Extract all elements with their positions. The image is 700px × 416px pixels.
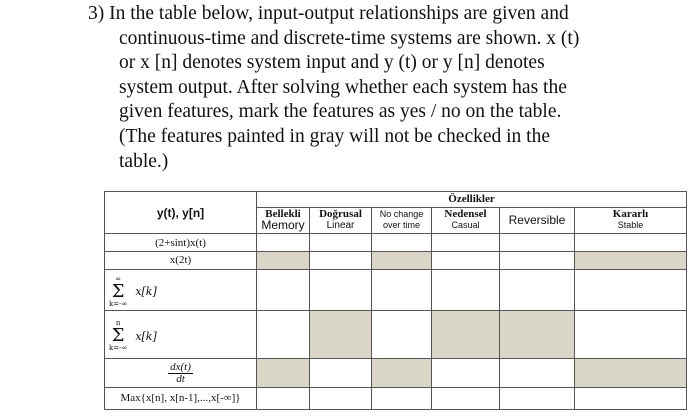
table-row [105, 252, 687, 270]
table-row [105, 358, 687, 387]
answer-cell[interactable] [500, 387, 575, 409]
answer-cell[interactable] [310, 252, 372, 270]
col-header-tr: Nedensel [444, 208, 487, 221]
question-line: (The features painted in gray will not be checked in the [119, 125, 550, 147]
features-table [104, 191, 687, 410]
col-header-en: over time [382, 220, 420, 231]
answer-cell[interactable] [500, 234, 575, 252]
question-line: 3) In the table below, input-output relationships are given and [88, 3, 569, 24]
sum-term: x[k] [135, 329, 157, 343]
derivative [168, 362, 193, 385]
answer-cell[interactable] [310, 234, 372, 252]
col-header-tr: Kararlı [612, 208, 649, 221]
col-header-en: Casual [451, 220, 480, 231]
answer-cell[interactable] [500, 358, 575, 387]
answer-cell[interactable] [575, 234, 687, 252]
system-label: (2+sint)x(t) [105, 234, 257, 252]
answer-cell[interactable] [575, 387, 687, 409]
answer-cell[interactable] [257, 269, 310, 310]
answer-cell[interactable] [575, 310, 687, 358]
answer-cell[interactable] [432, 252, 500, 270]
col-header-tr: Doğrusal [319, 208, 362, 221]
summation [109, 320, 157, 352]
col-header-en: Stable [617, 220, 644, 231]
answer-cell[interactable] [257, 387, 310, 409]
sum-term: x[k] [135, 285, 157, 299]
col-header-en: Reversible [508, 212, 566, 227]
answer-cell[interactable] [257, 310, 310, 358]
answer-cell[interactable] [257, 358, 310, 387]
answer-cell[interactable] [432, 358, 500, 387]
question-line: system output. After solving whether each system has the [119, 76, 567, 98]
col-header-stable [575, 207, 687, 234]
answer-cell[interactable] [500, 310, 575, 358]
col-header-en: Memory [261, 218, 305, 233]
summation [109, 276, 157, 308]
answer-cell[interactable] [310, 358, 372, 387]
col-header-causal [432, 207, 500, 234]
answer-cell[interactable] [432, 234, 500, 252]
answer-cell[interactable] [500, 269, 575, 310]
answer-cell[interactable] [372, 269, 432, 310]
answer-cell[interactable] [372, 310, 432, 358]
sigma-icon: Σ [111, 325, 125, 347]
answer-cell[interactable] [575, 252, 687, 270]
answer-cell[interactable] [310, 387, 372, 409]
sum-upper: n [115, 319, 121, 328]
answer-cell[interactable] [372, 387, 432, 409]
table-row [105, 387, 687, 409]
question-line: continuous-time and discrete-time systems are shown. x (t) [119, 27, 580, 49]
sum-upper: ∞ [115, 274, 122, 283]
col-header-en: Linear [326, 220, 355, 232]
question-text [88, 2, 688, 174]
answer-cell[interactable] [432, 310, 500, 358]
answer-cell[interactable] [372, 234, 432, 252]
col-header-memory [257, 207, 310, 234]
system-label [105, 358, 257, 387]
answer-cell[interactable] [500, 252, 575, 270]
answer-cell[interactable] [310, 310, 372, 358]
answer-cell[interactable] [432, 269, 500, 310]
sum-limits [109, 320, 127, 352]
derivative-numerator: dx(t) [170, 360, 191, 373]
table-row [105, 234, 687, 252]
system-label: Max{x[n], x[n-1],...,x[-∞]} [105, 387, 257, 409]
system-label [105, 310, 257, 358]
corner-header: y(t), y[n] [105, 192, 257, 234]
system-label: x(2t) [105, 252, 257, 270]
answer-cell[interactable] [432, 387, 500, 409]
group-header: Özellikler [257, 192, 687, 208]
answer-cell[interactable] [372, 358, 432, 387]
sum-lower: k=-∞ [109, 344, 128, 353]
answer-cell[interactable] [575, 358, 687, 387]
col-header-linear [310, 207, 372, 234]
system-label [105, 269, 257, 310]
answer-cell[interactable] [372, 252, 432, 270]
question-line: given features, mark the features as yes / no on the table. [119, 101, 562, 123]
sum-lower: k=-∞ [109, 299, 128, 308]
table-row [105, 269, 687, 310]
answer-cell[interactable] [257, 252, 310, 270]
answer-cell[interactable] [310, 269, 372, 310]
col-header-tr: No change [379, 209, 424, 220]
derivative-denominator: dt [176, 372, 185, 385]
answer-cell[interactable] [575, 269, 687, 310]
question-line: table.) [119, 150, 169, 172]
answer-cell[interactable] [257, 234, 310, 252]
sigma-icon: Σ [111, 280, 125, 302]
col-header-time-invariant [372, 207, 432, 234]
col-header-tr: Bellekli [265, 208, 301, 221]
question-line: or x [n] denotes system input and y (t) or y [n] denotes [119, 52, 545, 74]
col-header-reversible [500, 207, 575, 234]
sum-limits [109, 276, 127, 308]
table-row [105, 310, 687, 358]
